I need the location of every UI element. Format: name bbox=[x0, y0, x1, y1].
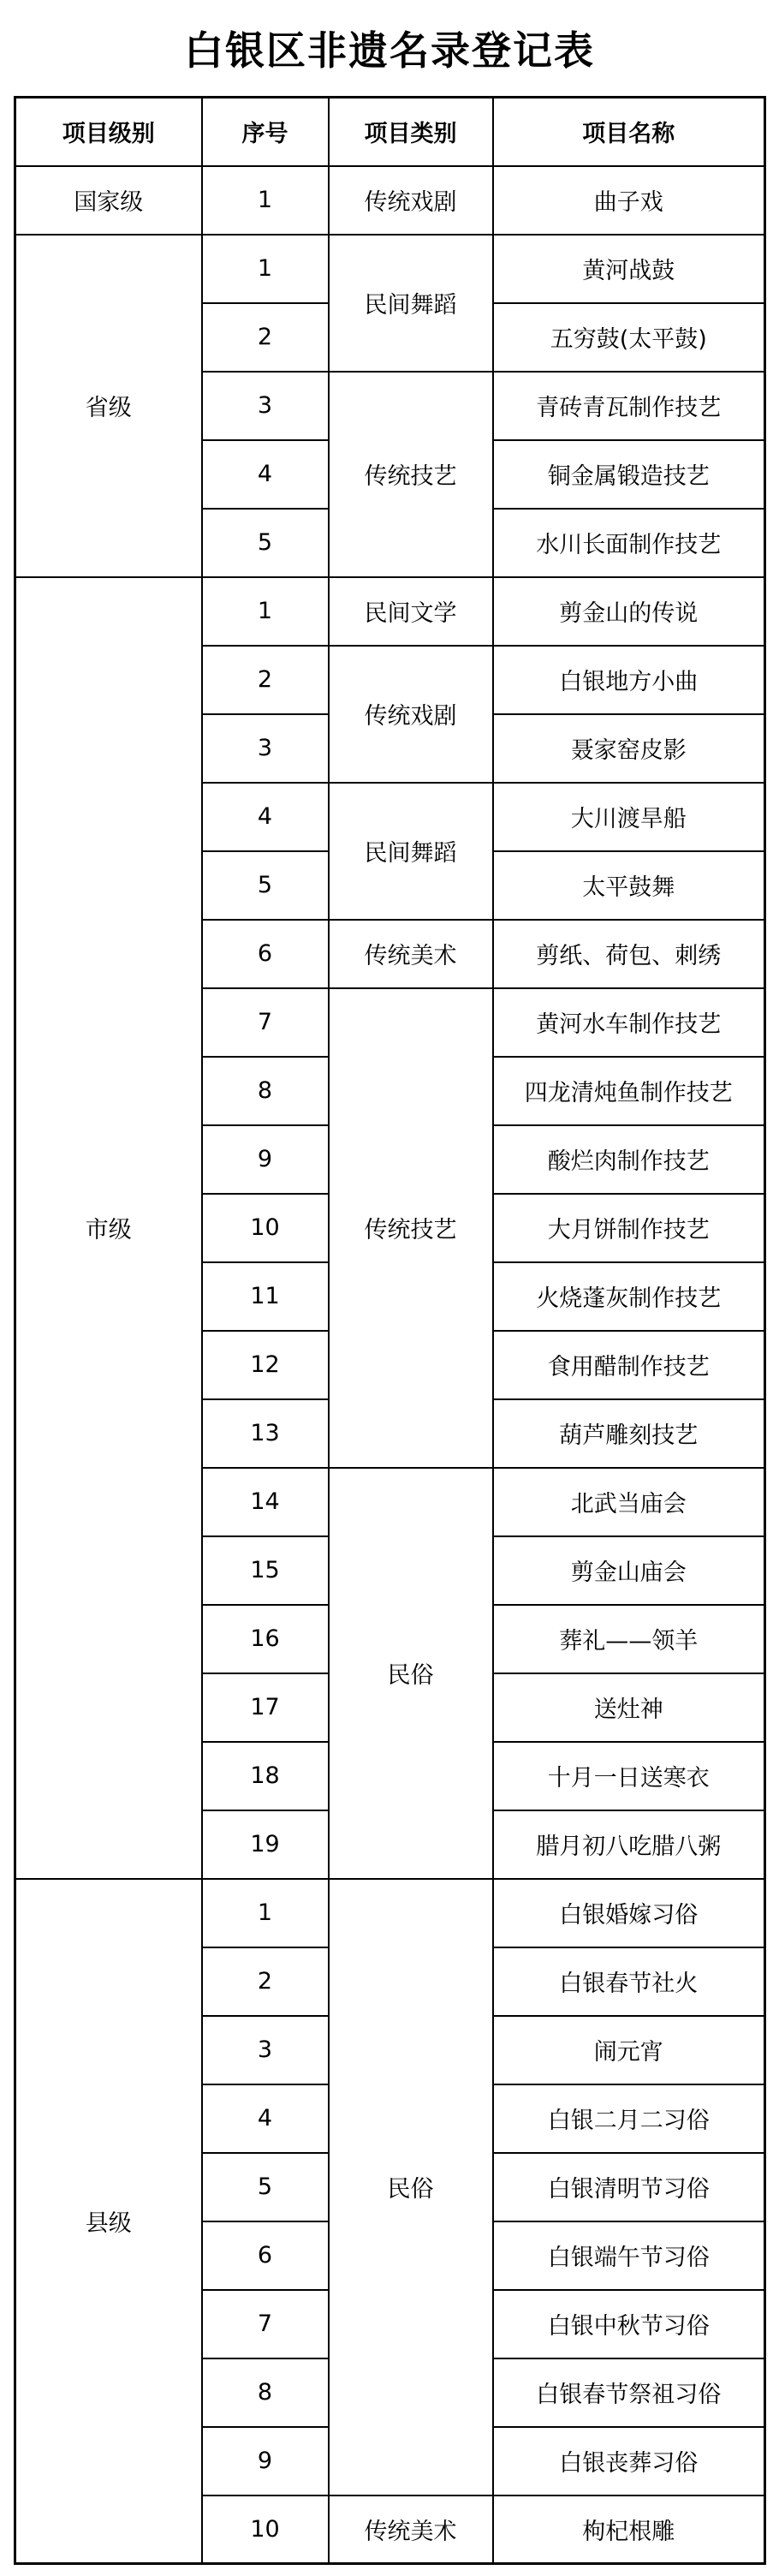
project-name-cell: 腊月初八吃腊八粥 bbox=[493, 1810, 765, 1879]
table-row bbox=[15, 1879, 765, 1947]
table-body bbox=[15, 166, 765, 2564]
project-name-cell: 剪金山的传说 bbox=[493, 577, 765, 646]
project-name-cell: 葫芦雕刻技艺 bbox=[493, 1399, 765, 1468]
project-name-cell: 枸杞根雕 bbox=[493, 2496, 765, 2564]
page-title: 白银区非遗名录登记表 bbox=[184, 27, 595, 74]
project-name-cell: 送灶神 bbox=[493, 1673, 765, 1742]
number-cell: 12 bbox=[202, 1331, 329, 1399]
category-cell: 传统戏剧 bbox=[329, 166, 493, 235]
number-cell: 5 bbox=[202, 509, 329, 577]
number-cell: 11 bbox=[202, 1262, 329, 1331]
project-name-cell: 四龙清炖鱼制作技艺 bbox=[493, 1057, 765, 1125]
project-name-cell: 北武当庙会 bbox=[493, 1468, 765, 1536]
project-name-cell: 黄河水车制作技艺 bbox=[493, 988, 765, 1057]
category-cell: 传统美术 bbox=[329, 920, 493, 988]
header-category: 项目类别 bbox=[329, 98, 493, 166]
number-cell: 16 bbox=[202, 1605, 329, 1673]
number-cell: 19 bbox=[202, 1810, 329, 1879]
category-cell: 民俗 bbox=[329, 1879, 493, 2496]
level-cell: 县级 bbox=[15, 1879, 202, 2564]
project-name-cell: 食用醋制作技艺 bbox=[493, 1331, 765, 1399]
category-cell: 民间舞蹈 bbox=[329, 783, 493, 920]
project-name-cell: 葬礼——领羊 bbox=[493, 1605, 765, 1673]
project-name-cell: 青砖青瓦制作技艺 bbox=[493, 372, 765, 440]
project-name-cell: 太平鼓舞 bbox=[493, 851, 765, 920]
number-cell: 6 bbox=[202, 920, 329, 988]
project-name-cell: 白银丧葬习俗 bbox=[493, 2427, 765, 2496]
project-name-cell: 火烧蓬灰制作技艺 bbox=[493, 1262, 765, 1331]
header-name: 项目名称 bbox=[493, 98, 765, 166]
number-cell: 3 bbox=[202, 372, 329, 440]
number-cell: 5 bbox=[202, 2153, 329, 2221]
level-cell: 国家级 bbox=[15, 166, 202, 235]
project-name-cell: 大川渡旱船 bbox=[493, 783, 765, 851]
number-cell: 13 bbox=[202, 1399, 329, 1468]
category-cell: 传统技艺 bbox=[329, 372, 493, 577]
level-cell: 市级 bbox=[15, 577, 202, 1879]
number-cell: 7 bbox=[202, 2290, 329, 2358]
project-name-cell: 铜金属锻造技艺 bbox=[493, 440, 765, 509]
number-cell: 9 bbox=[202, 1125, 329, 1194]
project-name-cell: 白银春节社火 bbox=[493, 1947, 765, 2016]
category-cell: 传统美术 bbox=[329, 2496, 493, 2564]
category-cell: 传统技艺 bbox=[329, 988, 493, 1468]
project-name-cell: 黄河战鼓 bbox=[493, 235, 765, 303]
number-cell: 18 bbox=[202, 1742, 329, 1810]
number-cell: 9 bbox=[202, 2427, 329, 2496]
number-cell: 4 bbox=[202, 440, 329, 509]
level-cell: 省级 bbox=[15, 235, 202, 577]
number-cell: 10 bbox=[202, 1194, 329, 1262]
number-cell: 1 bbox=[202, 577, 329, 646]
project-name-cell: 白银中秋节习俗 bbox=[493, 2290, 765, 2358]
number-cell: 3 bbox=[202, 2016, 329, 2084]
number-cell: 2 bbox=[202, 646, 329, 714]
number-cell: 1 bbox=[202, 166, 329, 235]
project-name-cell: 曲子戏 bbox=[493, 166, 765, 235]
project-name-cell: 五穷鼓(太平鼓) bbox=[493, 303, 765, 372]
number-cell: 17 bbox=[202, 1673, 329, 1742]
number-cell: 4 bbox=[202, 783, 329, 851]
number-cell: 2 bbox=[202, 303, 329, 372]
project-name-cell: 白银地方小曲 bbox=[493, 646, 765, 714]
table-row bbox=[15, 235, 765, 303]
project-name-cell: 白银春节祭祖习俗 bbox=[493, 2358, 765, 2427]
table-header-row bbox=[15, 98, 765, 166]
table-row bbox=[15, 166, 765, 235]
category-cell: 民间舞蹈 bbox=[329, 235, 493, 372]
project-name-cell: 剪纸、荷包、刺绣 bbox=[493, 920, 765, 988]
number-cell: 6 bbox=[202, 2221, 329, 2290]
category-cell: 传统戏剧 bbox=[329, 646, 493, 783]
project-name-cell: 大月饼制作技艺 bbox=[493, 1194, 765, 1262]
heritage-registry-table bbox=[14, 96, 766, 2565]
number-cell: 2 bbox=[202, 1947, 329, 2016]
project-name-cell: 白银二月二习俗 bbox=[493, 2084, 765, 2153]
number-cell: 1 bbox=[202, 1879, 329, 1947]
header-number: 序号 bbox=[202, 98, 329, 166]
number-cell: 14 bbox=[202, 1468, 329, 1536]
project-name-cell: 酸烂肉制作技艺 bbox=[493, 1125, 765, 1194]
project-name-cell: 十月一日送寒衣 bbox=[493, 1742, 765, 1810]
category-cell: 民间文学 bbox=[329, 577, 493, 646]
project-name-cell: 白银清明节习俗 bbox=[493, 2153, 765, 2221]
project-name-cell: 白银端午节习俗 bbox=[493, 2221, 765, 2290]
number-cell: 3 bbox=[202, 714, 329, 783]
project-name-cell: 闹元宵 bbox=[493, 2016, 765, 2084]
number-cell: 5 bbox=[202, 851, 329, 920]
project-name-cell: 水川长面制作技艺 bbox=[493, 509, 765, 577]
project-name-cell: 聂家窑皮影 bbox=[493, 714, 765, 783]
number-cell: 10 bbox=[202, 2496, 329, 2564]
category-cell: 民俗 bbox=[329, 1468, 493, 1879]
number-cell: 1 bbox=[202, 235, 329, 303]
table-row bbox=[15, 577, 765, 646]
number-cell: 8 bbox=[202, 1057, 329, 1125]
project-name-cell: 剪金山庙会 bbox=[493, 1536, 765, 1605]
number-cell: 4 bbox=[202, 2084, 329, 2153]
number-cell: 7 bbox=[202, 988, 329, 1057]
number-cell: 8 bbox=[202, 2358, 329, 2427]
header-level: 项目级别 bbox=[15, 98, 202, 166]
project-name-cell: 白银婚嫁习俗 bbox=[493, 1879, 765, 1947]
number-cell: 15 bbox=[202, 1536, 329, 1605]
